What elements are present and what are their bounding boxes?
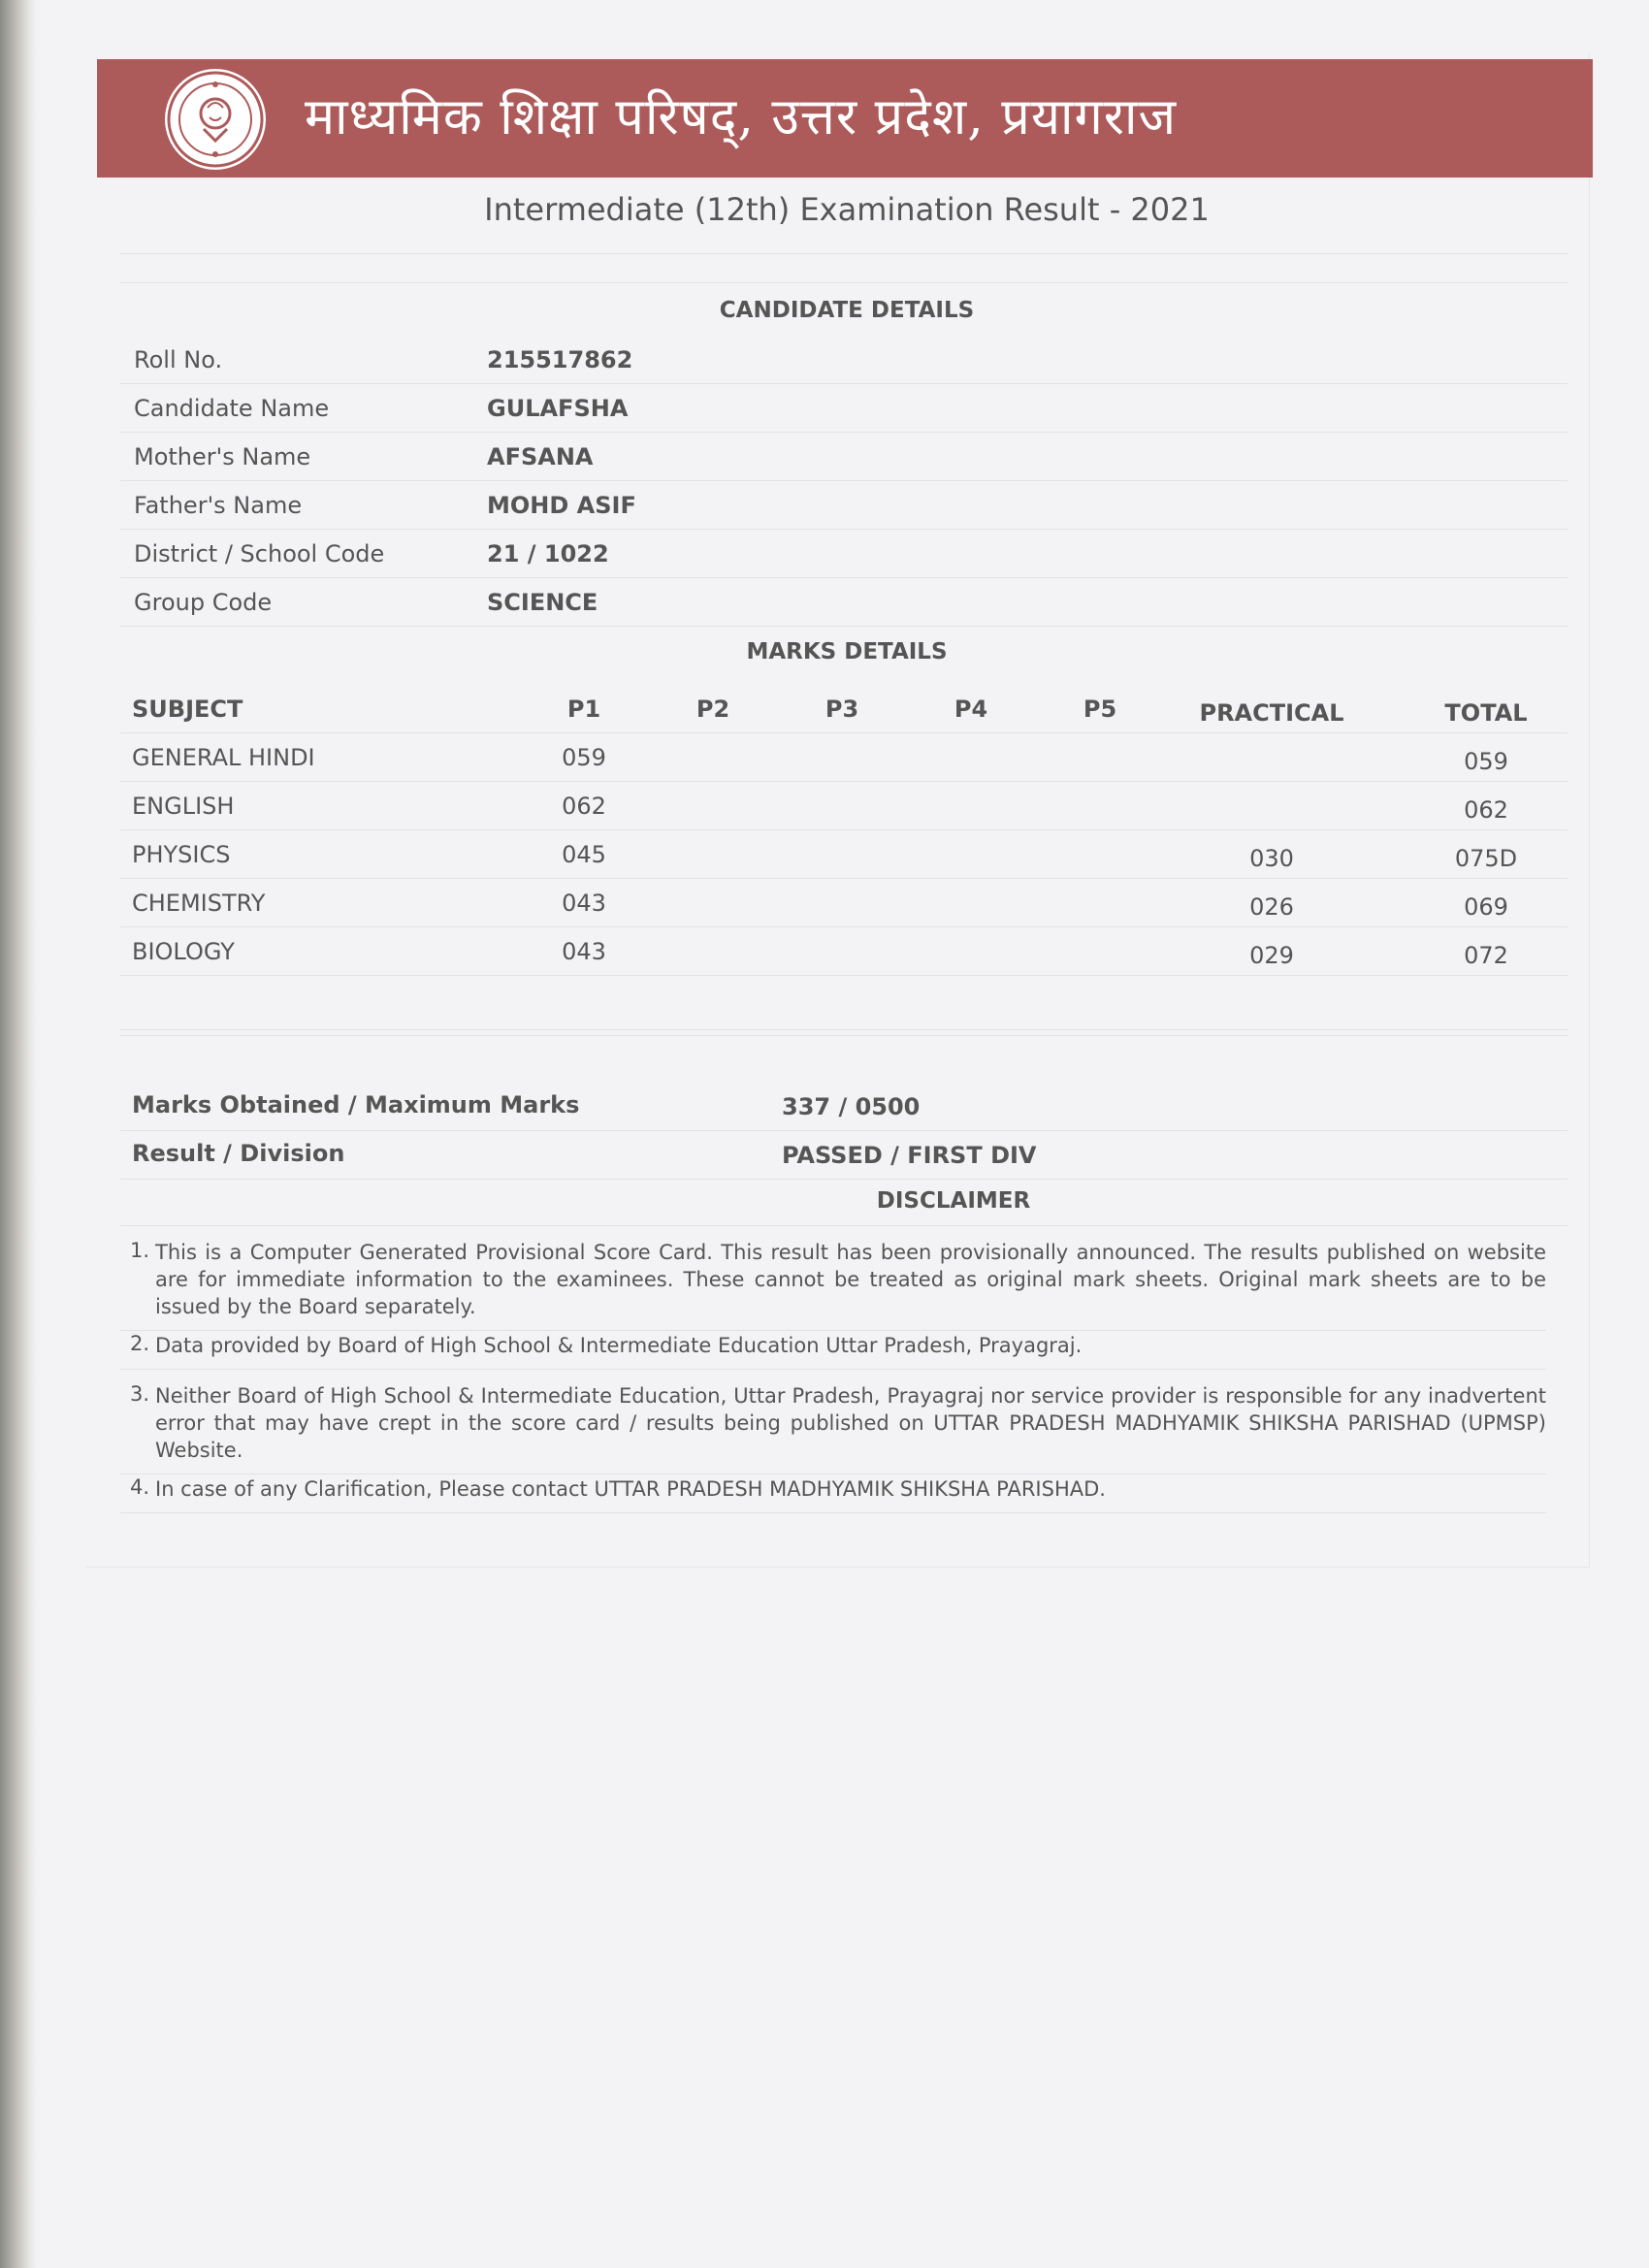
candidate-details-heading: CANDIDATE DETAILS — [719, 298, 975, 323]
cell-p1: 062 — [562, 793, 606, 820]
candidate-detail-row — [120, 480, 1568, 530]
column-header-p4: P4 — [954, 696, 988, 723]
cell-total: 062 — [1464, 796, 1508, 824]
cell-practical: 029 — [1249, 942, 1294, 969]
candidate-detail-row — [120, 577, 1568, 627]
disclaimer-number: 4. — [130, 1475, 150, 1499]
marks-obtained-value: 337 / 0500 — [782, 1093, 921, 1120]
divider — [120, 1035, 1568, 1036]
score-card — [85, 53, 1590, 1568]
result-division-row — [120, 1130, 1568, 1180]
candidate-detail-value: GULAFSHA — [487, 395, 629, 422]
cell-total: 069 — [1464, 893, 1508, 921]
table-row — [120, 829, 1568, 879]
scan-edge — [0, 0, 37, 2268]
candidate-detail-label: Mother's Name — [134, 443, 311, 470]
cell-p1: 045 — [562, 841, 606, 868]
candidate-detail-label: Candidate Name — [134, 395, 330, 422]
disclaimer-item — [120, 1475, 1546, 1513]
exam-title: Intermediate (12th) Examination Result - 2021 — [484, 191, 1210, 228]
column-header-total: TOTAL — [1444, 699, 1528, 727]
disclaimer-number: 3. — [130, 1382, 150, 1406]
marks-header-row — [120, 684, 1568, 733]
disclaimer-item — [120, 1239, 1546, 1331]
cell-practical: 026 — [1249, 893, 1294, 921]
disclaimer-text: Data provided by Board of High School & Intermediate Education Uttar Pradesh, Prayagraj. — [155, 1334, 1083, 1357]
divider — [120, 253, 1568, 254]
cell-subject: ENGLISH — [132, 793, 235, 820]
divider — [120, 1225, 1568, 1226]
cell-subject: GENERAL HINDI — [132, 744, 315, 771]
cell-total: 072 — [1464, 942, 1508, 969]
disclaimer-text: Neither Board of High School & Intermediate Education, Uttar Pradesh, Prayagraj nor service provider is responsible for any inadvertent error that may have crept in the score card / results being published on UTTAR PRADESH MADHYAMIK SHIKSHA PARISHAD (UPMSP) Website. — [155, 1384, 1546, 1462]
cell-total: 059 — [1464, 748, 1508, 775]
candidate-detail-label: Father's Name — [134, 492, 303, 519]
disclaimer-text: This is a Computer Generated Provisional Score Card. This result has been provisionally announced. The results published on website are for immediate information to the examinees. These cannot be treated as original mark sheets. Original mark sheets are to be issued by the Board separately. — [155, 1241, 1546, 1318]
upmsp-seal-icon — [165, 69, 266, 170]
divider — [120, 282, 1568, 283]
candidate-detail-value: 215517862 — [487, 346, 633, 373]
candidate-detail-value: MOHD ASIF — [487, 492, 636, 519]
divider — [120, 1029, 1568, 1030]
disclaimer-number: 1. — [130, 1239, 150, 1262]
candidate-detail-row — [120, 529, 1568, 578]
cell-subject: BIOLOGY — [132, 938, 235, 965]
cell-p1: 059 — [562, 744, 606, 771]
candidate-detail-row — [120, 432, 1568, 481]
table-row — [120, 926, 1568, 976]
candidate-detail-value: AFSANA — [487, 443, 594, 470]
marks-details-heading: MARKS DETAILS — [746, 639, 948, 664]
table-row — [120, 732, 1568, 782]
column-header-p3: P3 — [824, 696, 859, 723]
candidate-detail-label: Group Code — [134, 589, 273, 616]
cell-p1: 043 — [562, 890, 606, 917]
result-division-label: Result / Division — [132, 1140, 345, 1167]
table-row — [120, 781, 1568, 830]
header-banner — [97, 59, 1593, 178]
candidate-detail-row — [120, 383, 1568, 433]
cell-practical: 030 — [1249, 845, 1294, 872]
column-header-p5: P5 — [1083, 696, 1117, 723]
cell-total: 075D — [1454, 845, 1518, 872]
cell-subject: PHYSICS — [132, 841, 231, 868]
cell-subject: CHEMISTRY — [132, 890, 266, 917]
cell-p1: 043 — [562, 938, 606, 965]
disclaimer-number: 2. — [130, 1332, 150, 1355]
column-header-subject: SUBJECT — [132, 696, 243, 723]
table-row — [120, 878, 1568, 927]
column-header-practical: PRACTICAL — [1199, 699, 1344, 727]
disclaimer-item — [120, 1332, 1546, 1370]
marks-obtained-row — [120, 1082, 1568, 1131]
result-division-value: PASSED / FIRST DIV — [782, 1142, 1037, 1169]
candidate-detail-value: SCIENCE — [487, 589, 598, 616]
candidate-detail-value: 21 / 1022 — [487, 540, 609, 567]
disclaimer-heading: DISCLAIMER — [876, 1188, 1031, 1214]
disclaimer-item — [120, 1382, 1546, 1474]
disclaimer-text: In case of any Clarification, Please contact UTTAR PRADESH MADHYAMIK SHIKSHA PARISHAD. — [155, 1477, 1106, 1501]
candidate-detail-label: Roll No. — [134, 346, 223, 373]
candidate-detail-label: District / School Code — [134, 540, 385, 567]
column-header-p1: P1 — [566, 696, 601, 723]
column-header-p2: P2 — [695, 696, 730, 723]
candidate-detail-row — [120, 335, 1568, 384]
marks-obtained-label: Marks Obtained / Maximum Marks — [132, 1091, 580, 1118]
board-name: माध्यमिक शिक्षा परिषद्, उत्तर प्रदेश, प्रयागराज — [305, 88, 1178, 146]
